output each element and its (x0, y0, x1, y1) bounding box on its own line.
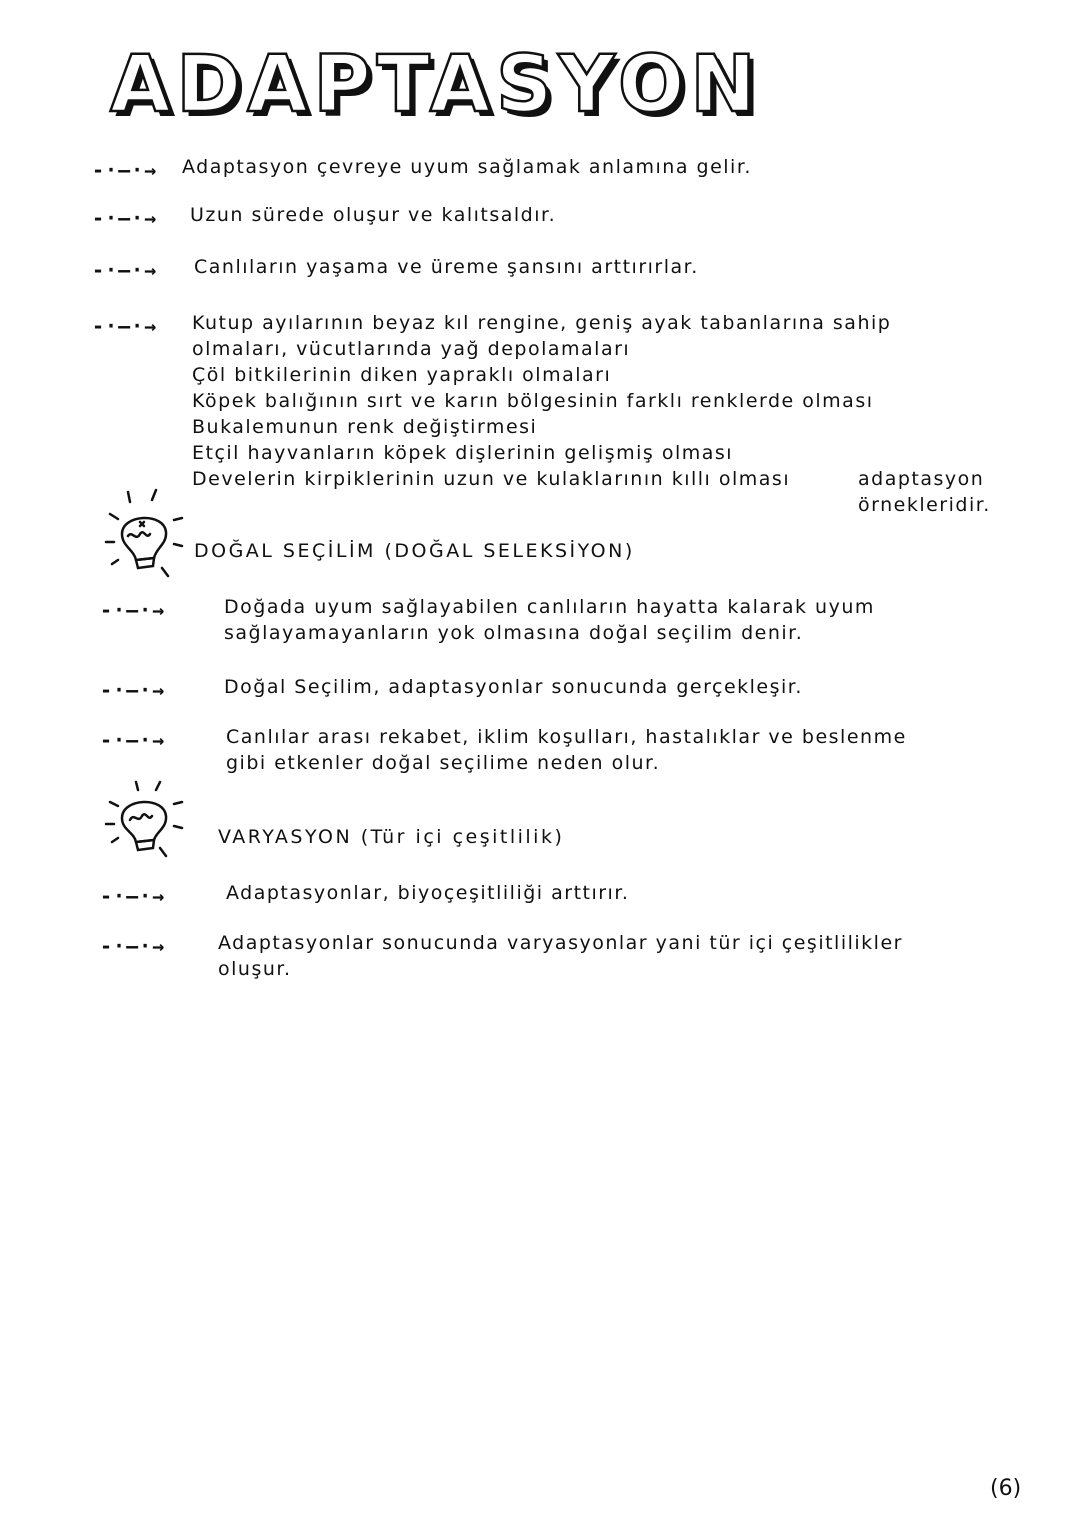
arrow-icon: -·—·→ (100, 934, 166, 958)
lightbulb-icon (100, 486, 190, 586)
bullet-block: Canlılar arası rekabet, iklim koşulları, hastalıklar ve beslenme gibi etkenler doğal seçilime neden olur. (226, 726, 907, 774)
examples-list (192, 310, 891, 492)
example-line: Bukalemunun renk değiştirmesi (192, 416, 538, 438)
bullet-block: Adaptasyonlar sonucunda varyasyonlar yani tür içi çeşitlilikler oluşur. (218, 932, 903, 980)
arrow-icon: -·—·→ (92, 158, 158, 182)
example-line: Köpek balığının sırt ve karın bölgesinin farklı renklerde olması (192, 390, 874, 412)
example-line: Çöl bitkilerinin diken yapraklı olmaları (192, 364, 612, 386)
page-title: ADAPTASYON (110, 40, 762, 130)
page-number: (6) (990, 1476, 1022, 1501)
lightbulb-icon (100, 776, 190, 866)
arrow-icon: -·—·→ (100, 728, 166, 752)
example-line: olmaları, vücutlarında yağ depolamaları (192, 338, 631, 360)
section-heading-dogal-secilim: DOĞAL SEÇİLİM (DOĞAL SELEKSİYON) (194, 540, 635, 562)
bullet-text: Adaptasyonlar, biyoçeşitliliği arttırır. (226, 882, 630, 904)
arrow-icon: -·—·→ (92, 258, 158, 282)
arrow-icon: -·—·→ (100, 884, 166, 908)
bullet-text: Uzun sürede oluşur ve kalıtsaldır. (190, 204, 557, 226)
arrow-icon: -·—·→ (92, 314, 158, 338)
examples-conclusion: adaptasyon örnekleridir. (858, 468, 991, 516)
bullet-text: Adaptasyon çevreye uyum sağlamak anlamına gelir. (182, 156, 752, 178)
arrow-icon: -·—·→ (100, 678, 166, 702)
example-line: Develerin kirpiklerinin uzun ve kulaklarının kıllı olması (192, 468, 791, 490)
section-heading-varyasyon: VARYASYON (Tür içi çeşitlilik) (218, 826, 565, 848)
example-line: Etçil hayvanların köpek dişlerinin gelişmiş olması (192, 442, 734, 464)
bullet-text: Doğal Seçilim, adaptasyonlar sonucunda gerçekleşir. (224, 676, 803, 698)
arrow-icon: -·—·→ (92, 206, 158, 230)
bullet-text: Canlıların yaşama ve üreme şansını arttırırlar. (194, 256, 699, 278)
arrow-icon: -·—·→ (100, 598, 166, 622)
bullet-block: Doğada uyum sağlayabilen canlıların hayatta kalarak uyum sağlayamayanların yok olmasına doğal seçilim denir. (224, 596, 875, 644)
example-line: Kutup ayılarının beyaz kıl rengine, geniş ayak tabanlarına sahip (192, 312, 892, 334)
